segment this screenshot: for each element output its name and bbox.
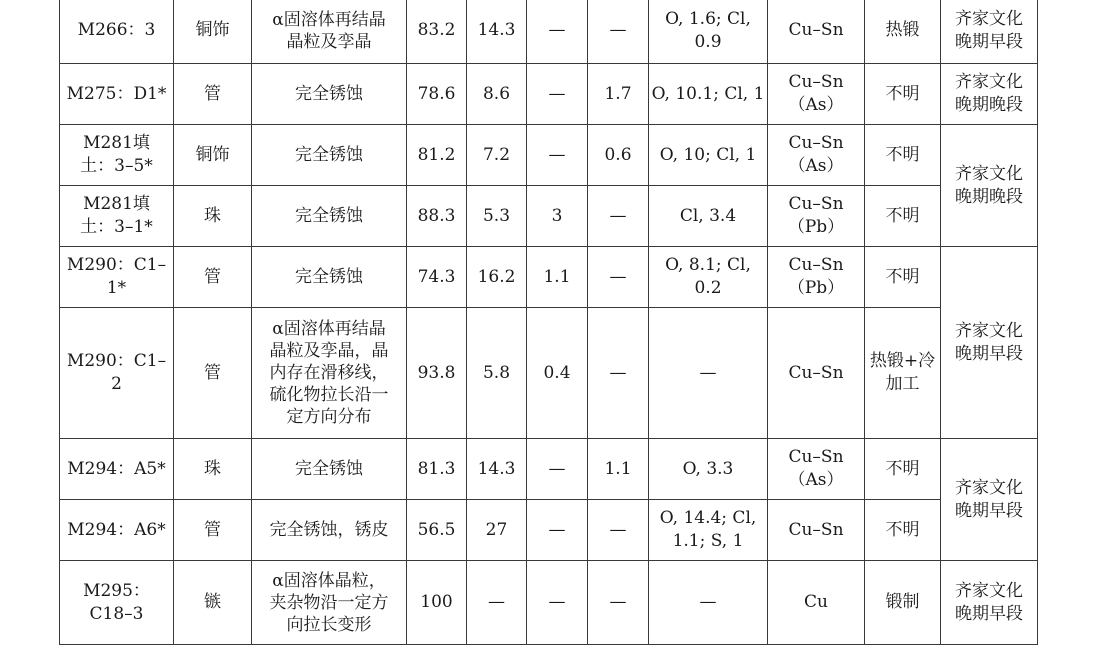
material-cell: Cu–Sn （Pb） xyxy=(768,186,865,247)
process-cell: 锻制 xyxy=(865,561,941,645)
cu-value-cell: 56.5 xyxy=(407,500,467,561)
cu-value-cell: 100 xyxy=(407,561,467,645)
table-row xyxy=(60,64,1038,125)
pb-value-cell: — xyxy=(527,64,588,125)
structure-cell: 完全锈蚀 xyxy=(252,439,407,500)
structure-cell: 完全锈蚀 xyxy=(252,125,407,186)
as-value-cell: 0.6 xyxy=(588,125,649,186)
sample-id-cell: M290：C1–2 xyxy=(60,308,174,439)
other-elements-cell: — xyxy=(649,308,768,439)
material-cell: Cu–Sn xyxy=(768,500,865,561)
pb-value-cell: — xyxy=(527,561,588,645)
sample-id-cell: M281填 土：3–5* xyxy=(60,125,174,186)
pb-value-cell: — xyxy=(527,125,588,186)
sn-value-cell: 8.6 xyxy=(467,64,527,125)
sample-id-cell: M295：C18–3 xyxy=(60,561,174,645)
process-cell: 不明 xyxy=(865,500,941,561)
artifact-type-cell: 铜饰 xyxy=(174,125,252,186)
structure-cell: α固溶体再结晶 晶粒及孪晶 xyxy=(252,0,407,64)
process-cell: 不明 xyxy=(865,125,941,186)
pb-value-cell: 0.4 xyxy=(527,308,588,439)
other-elements-cell: O, 1.6; Cl, 0.9 xyxy=(649,0,768,64)
sn-value-cell: — xyxy=(467,561,527,645)
process-cell: 不明 xyxy=(865,439,941,500)
cu-value-cell: 88.3 xyxy=(407,186,467,247)
pb-value-cell: 1.1 xyxy=(527,247,588,308)
period-cell: 齐家文化 晚期早段 xyxy=(941,247,1038,439)
process-cell: 热锻 xyxy=(865,0,941,64)
sample-id-cell: M294：A6* xyxy=(60,500,174,561)
cu-value-cell: 93.8 xyxy=(407,308,467,439)
sn-value-cell: 16.2 xyxy=(467,247,527,308)
pb-value-cell: — xyxy=(527,0,588,64)
as-value-cell: — xyxy=(588,500,649,561)
artifact-type-cell: 铜饰 xyxy=(174,0,252,64)
artifact-type-cell: 管 xyxy=(174,247,252,308)
material-cell: Cu xyxy=(768,561,865,645)
sample-id-cell: M266：3 xyxy=(60,0,174,64)
other-elements-cell: O, 10.1; Cl, 1 xyxy=(649,64,768,125)
as-value-cell: — xyxy=(588,186,649,247)
as-value-cell: — xyxy=(588,561,649,645)
analysis-table xyxy=(59,0,1038,645)
process-cell: 不明 xyxy=(865,247,941,308)
sample-id-cell: M294：A5* xyxy=(60,439,174,500)
pb-value-cell: 3 xyxy=(527,186,588,247)
pb-value-cell: — xyxy=(527,439,588,500)
as-value-cell: 1.1 xyxy=(588,439,649,500)
as-value-cell: — xyxy=(588,247,649,308)
sn-value-cell: 14.3 xyxy=(467,439,527,500)
other-elements-cell: O, 14.4; Cl, 1.1; S, 1 xyxy=(649,500,768,561)
as-value-cell: — xyxy=(588,0,649,64)
cu-value-cell: 81.3 xyxy=(407,439,467,500)
period-cell: 齐家文化 晚期早段 xyxy=(941,561,1038,645)
artifact-type-cell: 管 xyxy=(174,500,252,561)
table-row xyxy=(60,247,1038,308)
cu-value-cell: 83.2 xyxy=(407,0,467,64)
other-elements-cell: Cl, 3.4 xyxy=(649,186,768,247)
sn-value-cell: 5.3 xyxy=(467,186,527,247)
table-row xyxy=(60,561,1038,645)
structure-cell: 完全锈蚀，锈皮 xyxy=(252,500,407,561)
table-row xyxy=(60,439,1038,500)
other-elements-cell: O, 8.1; Cl, 0.2 xyxy=(649,247,768,308)
artifact-type-cell: 珠 xyxy=(174,439,252,500)
as-value-cell: 1.7 xyxy=(588,64,649,125)
structure-cell: α固溶体再结晶 晶粒及孪晶，晶 内存在滑移线， 硫化物拉长沿一 定方向分布 xyxy=(252,308,407,439)
table-row xyxy=(60,125,1038,186)
artifact-type-cell: 管 xyxy=(174,308,252,439)
material-cell: Cu–Sn （As） xyxy=(768,125,865,186)
period-cell: 齐家文化 晚期早段 xyxy=(941,0,1038,64)
process-cell: 热锻+冷 加工 xyxy=(865,308,941,439)
period-cell: 齐家文化 晚期晚段 xyxy=(941,64,1038,125)
pb-value-cell: — xyxy=(527,500,588,561)
artifact-type-cell: 镞 xyxy=(174,561,252,645)
material-cell: Cu–Sn xyxy=(768,308,865,439)
material-cell: Cu–Sn xyxy=(768,0,865,64)
structure-cell: 完全锈蚀 xyxy=(252,64,407,125)
material-cell: Cu–Sn （Pb） xyxy=(768,247,865,308)
cu-value-cell: 74.3 xyxy=(407,247,467,308)
sn-value-cell: 7.2 xyxy=(467,125,527,186)
structure-cell: 完全锈蚀 xyxy=(252,247,407,308)
sample-id-cell: M290：C1–1* xyxy=(60,247,174,308)
other-elements-cell: — xyxy=(649,561,768,645)
sample-id-cell: M281填 土：3–1* xyxy=(60,186,174,247)
material-cell: Cu–Sn （As） xyxy=(768,64,865,125)
table-row xyxy=(60,0,1038,64)
structure-cell: 完全锈蚀 xyxy=(252,186,407,247)
artifact-type-cell: 珠 xyxy=(174,186,252,247)
sn-value-cell: 5.8 xyxy=(467,308,527,439)
structure-cell: α固溶体晶粒， 夹杂物沿一定方 向拉长变形 xyxy=(252,561,407,645)
table-row xyxy=(60,308,1038,439)
sample-id-cell: M275：D1* xyxy=(60,64,174,125)
period-cell: 齐家文化 晚期早段 xyxy=(941,439,1038,561)
other-elements-cell: O, 10; Cl, 1 xyxy=(649,125,768,186)
material-cell: Cu–Sn （As） xyxy=(768,439,865,500)
as-value-cell: — xyxy=(588,308,649,439)
period-cell: 齐家文化 晚期晚段 xyxy=(941,125,1038,247)
sn-value-cell: 14.3 xyxy=(467,0,527,64)
table-row xyxy=(60,500,1038,561)
sn-value-cell: 27 xyxy=(467,500,527,561)
process-cell: 不明 xyxy=(865,64,941,125)
other-elements-cell: O, 3.3 xyxy=(649,439,768,500)
artifact-type-cell: 管 xyxy=(174,64,252,125)
cu-value-cell: 81.2 xyxy=(407,125,467,186)
process-cell: 不明 xyxy=(865,186,941,247)
cu-value-cell: 78.6 xyxy=(407,64,467,125)
table-row xyxy=(60,186,1038,247)
